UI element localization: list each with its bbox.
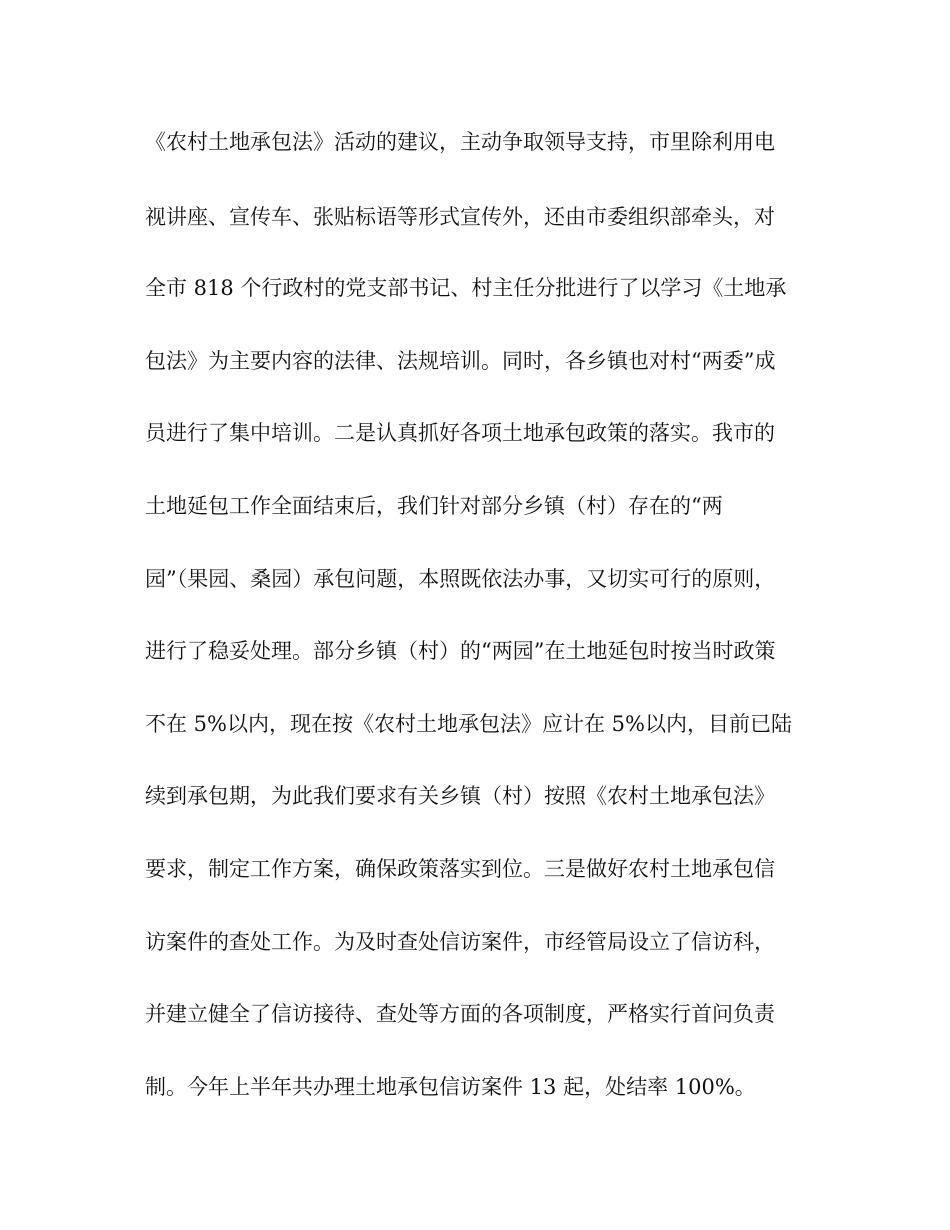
text-line: 要求，制定工作方案，确保政策落实到位。三是做好农村土地承包信 — [145, 857, 775, 881]
text-line: 进行了稳妥处理。部分乡镇（村）的“两园”在土地延包时按当时政策 — [145, 639, 776, 663]
text-line: 员进行了集中培训。二是认真抓好各项土地承包政策的落实。我市的 — [145, 421, 775, 445]
text-line: 制。今年上半年共办理土地承包信访案件 13 起，处结率 100%。 — [145, 1075, 756, 1099]
text-line: 续到承包期，为此我们要求有关乡镇（村）按照《农村土地承包法》 — [145, 784, 775, 808]
text-line: 全市 818 个行政村的党支部书记、村主任分批进行了以学习《土地承 — [145, 276, 787, 300]
text-line: 不在 5%以内，现在按《农村土地承包法》应计在 5%以内，目前已陆 — [145, 712, 792, 736]
text-line: 包法》为主要内容的法律、法规培训。同时，各乡镇也对村“两委”成 — [145, 349, 776, 373]
text-line: 土地延包工作全面结束后，我们针对部分乡镇（村）存在的“两 — [145, 494, 723, 518]
text-line: 《农村土地承包法》活动的建议，主动争取领导支持，市里除利用电 — [145, 130, 775, 154]
text-line: 园”（果园、桑园）承包问题，本照既依法办事，又切实可行的原则， — [145, 567, 776, 591]
text-line: 并建立健全了信访接待、查处等方面的各项制度，严格实行首问负责 — [145, 1002, 775, 1026]
text-line: 视讲座、宣传车、张贴标语等形式宣传外，还由市委组织部牵头，对 — [145, 205, 775, 229]
text-line: 访案件的查处工作。为及时查处信访案件，市经管局设立了信访科， — [145, 930, 775, 954]
